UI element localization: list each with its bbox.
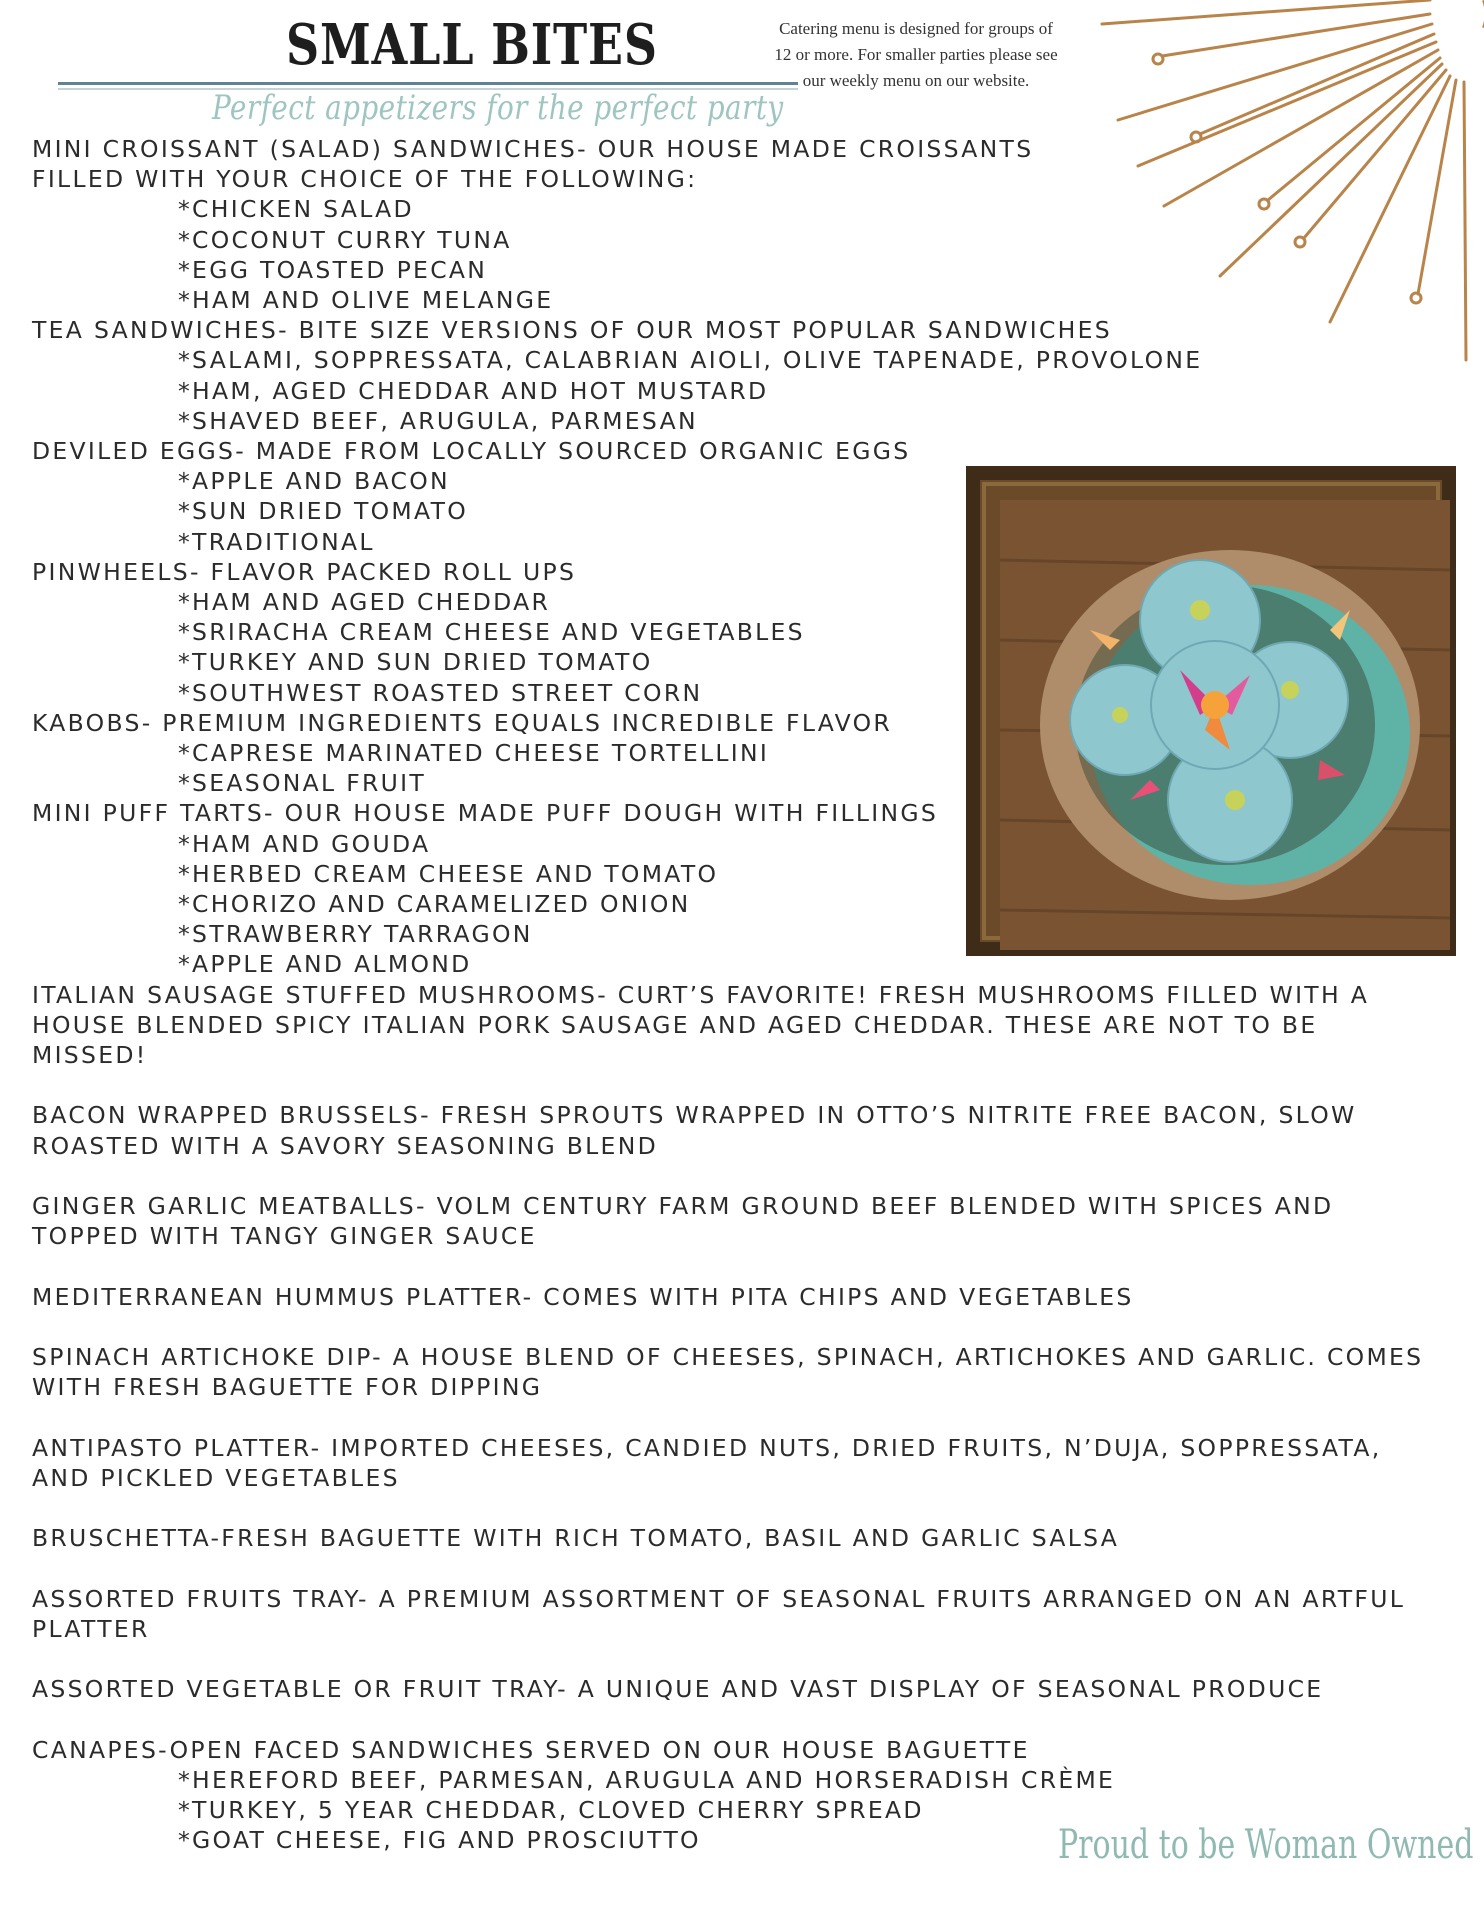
menu-item: FILLED WITH YOUR CHOICE OF THE FOLLOWING: — [32, 165, 698, 194]
menu-item: DEVILED EGGS- MADE FROM LOCALLY SOURCED ORGANIC EGGS — [32, 437, 911, 466]
menu-option: *SEASONAL FRUIT — [178, 769, 427, 798]
menu-spacer — [32, 1644, 1452, 1674]
menu-item: PLATTER — [32, 1614, 150, 1643]
menu-item: ITALIAN SAUSAGE STUFFED MUSHROOMS- CURT’S FAVORITE! FRESH MUSHROOMS FILLED WITH A — [32, 980, 1370, 1009]
menu-item: MEDITERRANEAN HUMMUS PLATTER- COMES WITH PITA CHIPS AND VEGETABLES — [32, 1282, 1134, 1311]
page-subtitle: Perfect appetizers for the perfect party — [212, 88, 784, 128]
catering-note-line: 12 or more. For smaller parties please see — [774, 45, 1058, 64]
menu-option: *SHAVED BEEF, ARUGULA, PARMESAN — [178, 406, 698, 435]
menu-item: HOUSE BLENDED SPICY ITALIAN PORK SAUSAGE AND AGED CHEDDAR. THESE ARE NOT TO BE — [32, 1010, 1318, 1039]
menu-option: *APPLE AND BACON — [178, 467, 450, 496]
menu-option: *HAM AND GOUDA — [178, 829, 431, 858]
menu-spacer — [32, 1493, 1452, 1523]
menu-option: *SRIRACHA CREAM CHEESE AND VEGETABLES — [178, 618, 805, 647]
menu-item: WITH FRESH BAGUETTE FOR DIPPING — [32, 1373, 543, 1402]
menu-option: *APPLE AND ALMOND — [178, 950, 472, 979]
menu-item: BACON WRAPPED BRUSSELS- FRESH SPROUTS WRAPPED IN OTTO’S NITRITE FREE BACON, SLOW — [32, 1101, 1357, 1130]
menu-spacer — [32, 1070, 1452, 1100]
menu-item: BRUSCHETTA-FRESH BAGUETTE WITH RICH TOMATO, BASIL AND GARLIC SALSA — [32, 1524, 1120, 1553]
menu-item: KABOBS- PREMIUM INGREDIENTS EQUALS INCREDIBLE FLAVOR — [32, 708, 893, 737]
menu-item: GINGER GARLIC MEATBALLS- VOLM CENTURY FARM GROUND BEEF BLENDED WITH SPICES AND — [32, 1192, 1334, 1221]
menu-spacer — [32, 1251, 1452, 1281]
menu-option: *HAM, AGED CHEDDAR AND HOT MUSTARD — [178, 376, 769, 405]
menu-item: ANTIPASTO PLATTER- IMPORTED CHEESES, CANDIED NUTS, DRIED FRUITS, N’DUJA, SOPPRESSATA, — [32, 1433, 1382, 1462]
menu-option: *SUN DRIED TOMATO — [178, 497, 469, 526]
menu-spacer — [32, 1704, 1452, 1734]
menu-list — [32, 134, 1452, 1855]
menu-item: ROASTED WITH A SAVORY SEASONING BLEND — [32, 1131, 658, 1160]
footer-tagline: Proud to be Woman Owned — [1058, 1822, 1474, 1868]
menu-option: *EGG TOASTED PECAN — [178, 255, 488, 284]
menu-option: *COCONUT CURRY TUNA — [178, 225, 512, 254]
menu-option: *HAM AND AGED CHEDDAR — [178, 588, 551, 617]
menu-option: *HERBED CREAM CHEESE AND TOMATO — [178, 859, 719, 888]
menu-item: ASSORTED FRUITS TRAY- A PREMIUM ASSORTMENT OF SEASONAL FRUITS ARRANGED ON AN ARTFUL — [32, 1584, 1406, 1613]
menu-item: MINI PUFF TARTS- OUR HOUSE MADE PUFF DOUGH WITH FILLINGS — [32, 799, 939, 828]
menu-option: *GOAT CHEESE, FIG AND PROSCIUTTO — [178, 1826, 701, 1855]
catering-note-line: our weekly menu on our website. — [802, 71, 1030, 90]
menu-option: *TURKEY, 5 YEAR CHEDDAR, CLOVED CHERRY SPREAD — [178, 1796, 924, 1825]
menu-item: SPINACH ARTICHOKE DIP- A HOUSE BLEND OF CHEESES, SPINACH, ARTICHOKES AND GARLIC. COMES — [32, 1343, 1424, 1372]
catering-note-line: Catering menu is designed for groups of — [779, 19, 1053, 38]
menu-item: TEA SANDWICHES- BITE SIZE VERSIONS OF OUR MOST POPULAR SANDWICHES — [32, 316, 1113, 345]
menu-spacer — [32, 1312, 1452, 1342]
menu-option: *CHORIZO AND CARAMELIZED ONION — [178, 890, 691, 919]
menu-item: PINWHEELS- FLAVOR PACKED ROLL UPS — [32, 557, 577, 586]
menu-option: *STRAWBERRY TARRAGON — [178, 920, 533, 949]
title-underline — [58, 82, 798, 85]
page-title: SMALL BITES — [286, 12, 658, 78]
menu-option: *CAPRESE MARINATED CHEESE TORTELLINI — [178, 739, 770, 768]
menu-option: *HAM AND OLIVE MELANGE — [178, 286, 554, 315]
menu-item: MINI CROISSANT (SALAD) SANDWICHES- OUR HOUSE MADE CROISSANTS — [32, 135, 1034, 163]
menu-option: *TRADITIONAL — [178, 527, 375, 556]
menu-item: TOPPED WITH TANGY GINGER SAUCE — [32, 1222, 537, 1251]
menu-spacer — [32, 1161, 1452, 1191]
menu-option: *SALAMI, SOPPRESSATA, CALABRIAN AIOLI, OLIVE TAPENADE, PROVOLONE — [178, 346, 1203, 375]
menu-option: *SOUTHWEST ROASTED STREET CORN — [178, 678, 703, 707]
menu-item: AND PICKLED VEGETABLES — [32, 1463, 400, 1492]
catering-note — [744, 16, 1088, 94]
menu-item: ASSORTED VEGETABLE OR FRUIT TRAY- A UNIQUE AND VAST DISPLAY OF SEASONAL PRODUCE — [32, 1675, 1324, 1704]
menu-option: *HEREFORD BEEF, PARMESAN, ARUGULA AND HORSERADISH CRÈME — [178, 1765, 1116, 1794]
menu-item: CANAPES-OPEN FACED SANDWICHES SERVED ON OUR HOUSE BAGUETTE — [32, 1735, 1030, 1764]
menu-spacer — [32, 1402, 1452, 1432]
menu-option: *CHICKEN SALAD — [178, 195, 414, 224]
menu-item: MISSED! — [32, 1041, 148, 1070]
menu-spacer — [32, 1553, 1452, 1583]
menu-option: *TURKEY AND SUN DRIED TOMATO — [178, 648, 653, 677]
